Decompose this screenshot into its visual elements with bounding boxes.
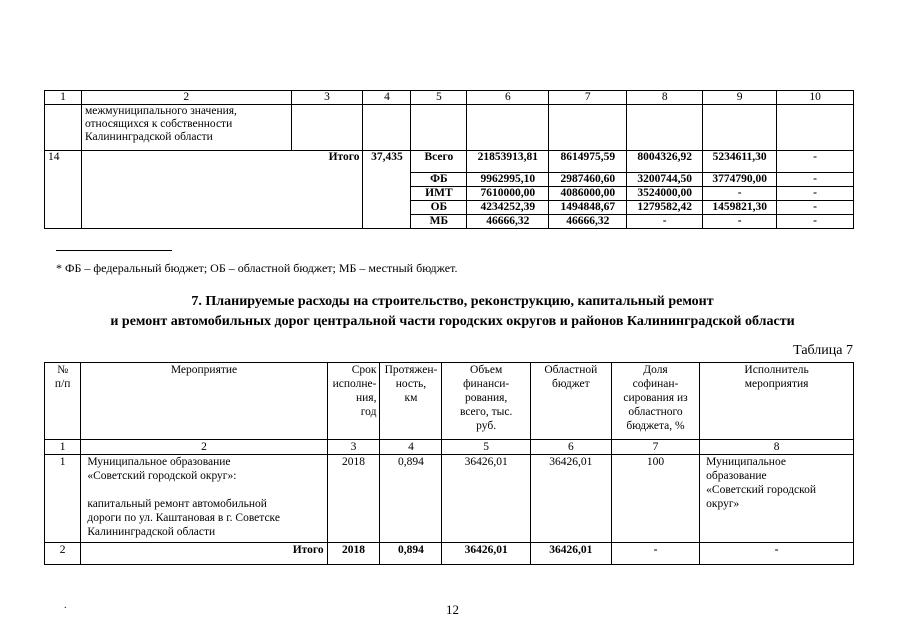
col-8-number: 8	[627, 91, 703, 105]
row-number: 14	[45, 151, 82, 229]
table-7	[44, 362, 854, 565]
col-7-number: 7	[549, 91, 627, 105]
header-share: Доля софинан- сирования из областного бюджета, %	[611, 363, 699, 440]
regional-cell: 36426,01	[530, 455, 611, 543]
source-label: МБ	[411, 215, 467, 229]
total-row-all	[45, 151, 854, 173]
footnote-divider	[56, 250, 172, 251]
value-cell: 46666,32	[549, 215, 627, 229]
header-regional-budget: Областной бюджет	[530, 363, 611, 440]
col-5-number: 5	[411, 91, 467, 105]
section-heading-line2: и ремонт автомобильных дорог центральной части городских округов и районов Калининградской области	[110, 314, 795, 329]
col-9-number: 9	[703, 91, 777, 105]
col-2-number: 2	[81, 91, 291, 105]
year-cell: 2018	[327, 543, 380, 565]
value-cell: -	[777, 187, 854, 201]
table7-number-row	[45, 440, 854, 455]
section-heading-line1: 7. Планируемые расходы на строительство, реконструкцию, капитальный ремонт	[191, 294, 714, 309]
value-cell: 4234252,39	[467, 201, 549, 215]
total-length: 37,435	[363, 151, 411, 229]
col-number: 5	[442, 440, 530, 455]
year-cell: 2018	[327, 455, 380, 543]
value-cell: 1279582,42	[627, 201, 703, 215]
col-number: 6	[530, 440, 611, 455]
section-heading	[0, 292, 905, 332]
header-executor: Исполнитель мероприятия	[700, 363, 854, 440]
value-cell: 9962995,10	[467, 173, 549, 187]
value-cell: 8614975,59	[549, 151, 627, 173]
col-6-number: 6	[467, 91, 549, 105]
value-cell: 5234611,30	[703, 151, 777, 173]
length-cell: 0,894	[380, 455, 442, 543]
value-cell: 3200744,50	[627, 173, 703, 187]
table7-header-row	[45, 363, 854, 440]
value-cell: 21853913,81	[467, 151, 549, 173]
value-cell: 3774790,00	[703, 173, 777, 187]
stray-dot: .	[64, 600, 67, 611]
col-number: 1	[45, 440, 81, 455]
header-row	[45, 91, 854, 105]
source-label: ИМТ	[411, 187, 467, 201]
header-term: Срок исполне- ния, год	[327, 363, 380, 440]
value-cell: -	[777, 215, 854, 229]
value-cell: -	[777, 201, 854, 215]
share-cell: -	[611, 543, 699, 565]
header-number: № п/п	[45, 363, 81, 440]
col-number: 4	[380, 440, 442, 455]
value-cell: -	[627, 215, 703, 229]
source-label: ОБ	[411, 201, 467, 215]
continuation-table	[44, 90, 854, 229]
measure-text: Муниципальное образование «Советский городской округ»: капитальный ремонт автомобильной дороги по ул. Каштановая в г. Советске Калининградской области	[81, 455, 327, 543]
volume-cell: 36426,01	[442, 543, 530, 565]
value-cell: 7610000,00	[467, 187, 549, 201]
value-cell: -	[703, 187, 777, 201]
row-number: 1	[45, 455, 81, 543]
header-measure: Мероприятие	[81, 363, 327, 440]
value-cell: 1459821,30	[703, 201, 777, 215]
source-label: ФБ	[411, 173, 467, 187]
col-1-number: 1	[45, 91, 82, 105]
total-label: Итого	[81, 543, 327, 565]
value-cell: 3524000,00	[627, 187, 703, 201]
row-number: 2	[45, 543, 81, 565]
value-cell: 8004326,92	[627, 151, 703, 173]
executor-text: Муниципальное образование «Советский городской округ»	[700, 455, 854, 543]
col-3-number: 3	[291, 91, 363, 105]
value-cell: 1494848,67	[549, 201, 627, 215]
col-number: 3	[327, 440, 380, 455]
col-4-number: 4	[363, 91, 411, 105]
table-label: Таблица 7	[793, 343, 853, 358]
total-label: Итого	[81, 151, 363, 229]
table7-row-1	[45, 455, 854, 543]
header-volume: Объем финанси- рования, всего, тыс. руб.	[442, 363, 530, 440]
value-cell: 46666,32	[467, 215, 549, 229]
page-number: 12	[446, 602, 459, 617]
continuation-text: межмуниципального значения, относящихся к собственности Калининградской области	[81, 105, 291, 151]
value-cell: -	[777, 151, 854, 173]
footnote: * ФБ – федеральный бюджет; ОБ – областной бюджет; МБ – местный бюджет.	[56, 261, 458, 275]
table7-row-2	[45, 543, 854, 565]
volume-cell: 36426,01	[442, 455, 530, 543]
col-number: 8	[700, 440, 854, 455]
share-cell: 100	[611, 455, 699, 543]
col-number: 7	[611, 440, 699, 455]
source-label: Всего	[411, 151, 467, 173]
length-cell: 0,894	[380, 543, 442, 565]
executor-cell: -	[700, 543, 854, 565]
value-cell: -	[703, 215, 777, 229]
value-cell: 4086000,00	[549, 187, 627, 201]
value-cell: -	[777, 173, 854, 187]
value-cell: 2987460,60	[549, 173, 627, 187]
regional-cell: 36426,01	[530, 543, 611, 565]
col-number: 2	[81, 440, 327, 455]
continuation-row	[45, 105, 854, 151]
header-length: Протяжен- ность, км	[380, 363, 442, 440]
col-10-number: 10	[777, 91, 854, 105]
